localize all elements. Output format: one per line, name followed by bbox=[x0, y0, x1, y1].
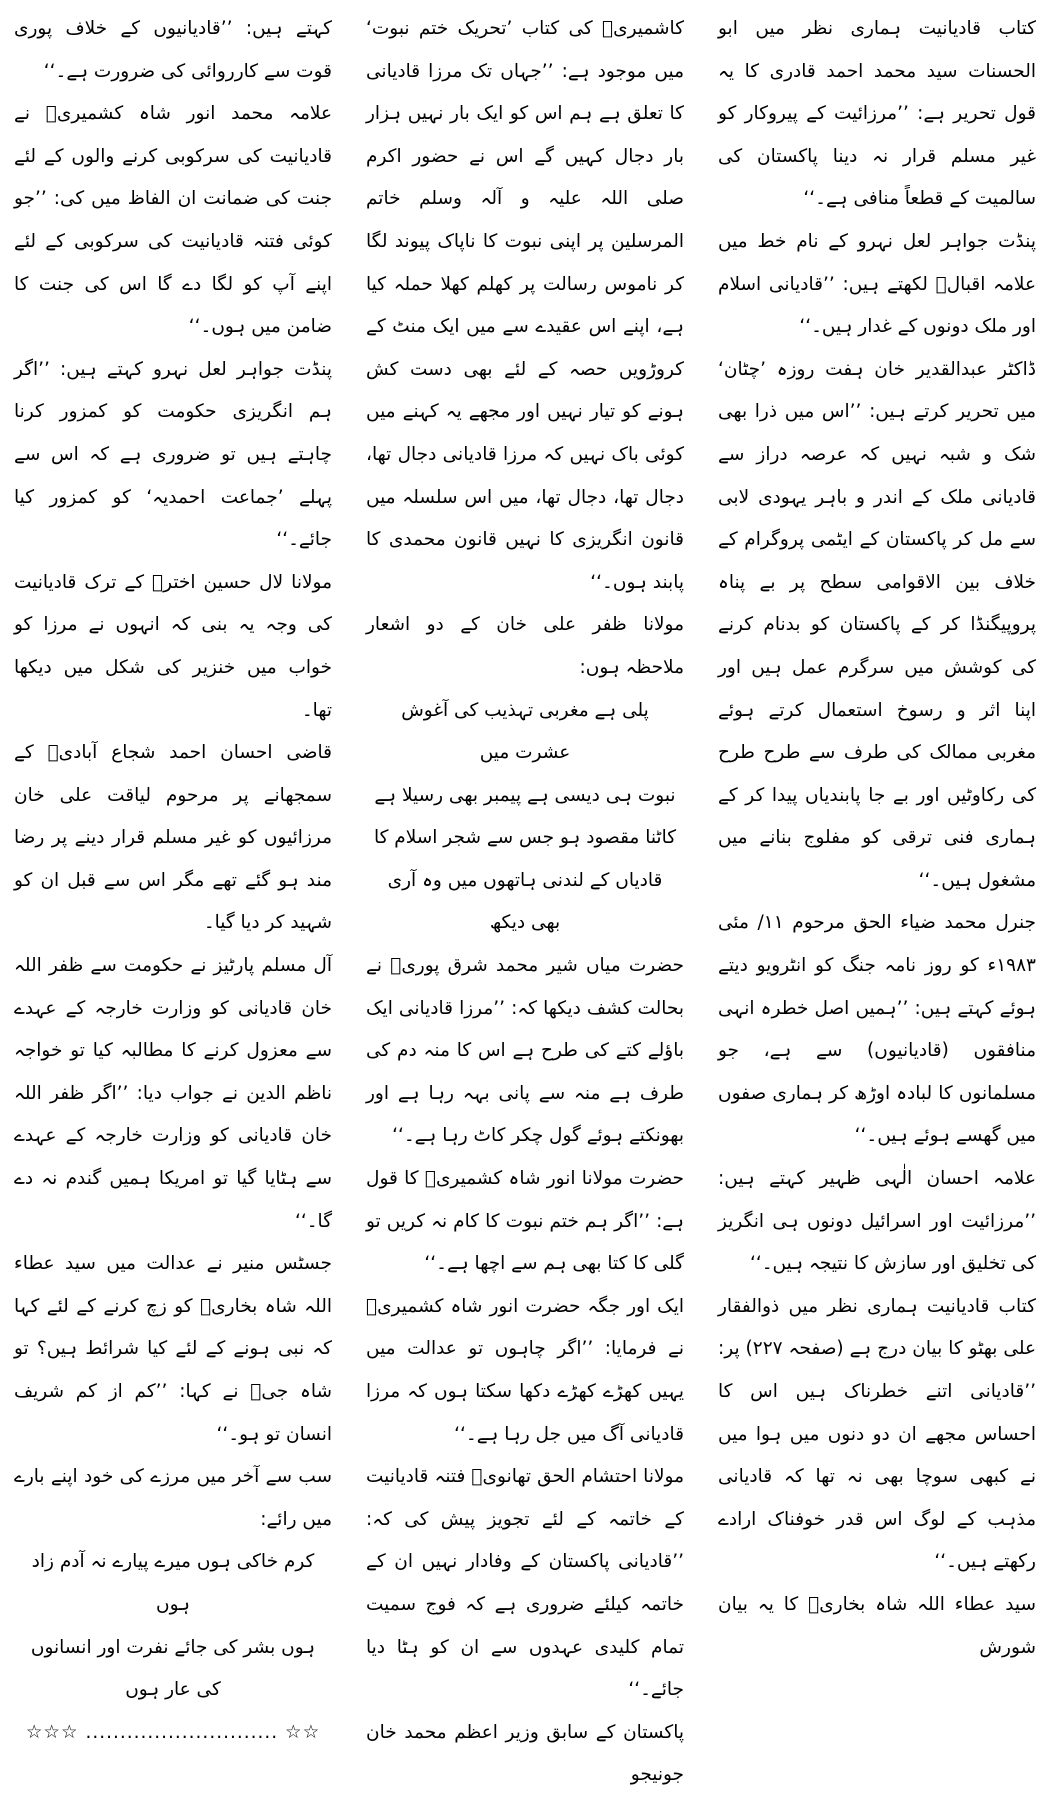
paragraph: حضرت میاں شیر محمد شرق پوریؒ نے بحالت کشف دیکھا کہ: ’’مرزا قادیانی ایک باؤلے کتے کی طرح ہے اس کا منہ دم کی طرف ہے منہ سے پانی بہہ رہا ہے اور بھونکتے ہوئے گول چکر کاٹ رہا ہے۔‘‘ bbox=[366, 955, 684, 1147]
verse-line: کاٹنا مقصود ہو جس سے شجر اسلام کا bbox=[373, 827, 677, 849]
paragraph: سید عطاء اللہ شاہ بخاریؒ کا یہ بیان شورش bbox=[718, 1593, 1036, 1658]
paragraph: کاشمیریؒ کی کتاب ’تحریک ختم نبوت‘ میں موجود ہے: ’’جہاں تک مرزا قادیانی کا تعلق ہے ہم اس کو ایک بار نہیں ہزار بار دجال کہیں گے اس نے حضور اکرم صلی اللہ علیہ و آلہ وسلم خاتم المرسلین پر اپنی نبوت کا ناپاک پیوند لگا کر ناموس رسالت پر کھلم کھلا حملہ کیا ہے، اپنے اس عقیدے سے میں ایک منٹ کے کروڑویں حصہ کے لئے بھی دست کش ہونے کو تیار نہیں اور مجھے یہ کہنے میں کوئی باک نہیں کہ مرزا قادیانی دجال تھا، دجال تھا، دجال تھا، میں اس سلسلہ میں قانون انگریزی کا نہیں قانون محمدی کا پابند ہوں۔‘‘ bbox=[366, 18, 684, 593]
paragraph: جسٹس منیر نے عدالت میں سید عطاء اللہ شاہ بخاریؒ کو زچ کرنے کے لئے کہا کہ نبی ہونے کے لئے کیا شرائط ہیں؟ تو شاہ جیؒ نے کہا: ’’کم از کم شریف انسان تو ہو۔‘‘ bbox=[14, 1253, 332, 1445]
verse-line: قادیاں کے لندنی ہاتھوں میں وہ آری بھی دیکھ bbox=[387, 869, 663, 934]
paragraph: ایک اور جگہ حضرت انور شاہ کشمیریؒ نے فرمایا: ’’اگر چاہوں تو عدالت میں یہیں کھڑے کھڑے دکھا سکتا ہوں کہ مرزا قادیانی آگ میں جل رہا ہے۔‘‘ bbox=[366, 1295, 684, 1445]
verse-line: نبوت ہی دیسی ہے پیمبر بھی رسیلا ہے bbox=[374, 784, 676, 806]
paragraph: پنڈت جواہر لعل نہرو کے نام خط میں علامہ اقبالؒ لکھتے ہیں: ’’قادیانی اسلام اور ملک دونوں کے غدار ہیں۔‘‘ bbox=[718, 230, 1036, 338]
verse-line: کرم خاکی ہوں میرے پیارے نہ آدم زاد ہوں bbox=[31, 1551, 315, 1615]
end-separator: ☆☆ ............................ ☆☆☆ bbox=[25, 1721, 321, 1743]
verse-line: ہوں بشر کی جائے نفرت اور انسانوں کی عار ہوں bbox=[30, 1636, 316, 1701]
paragraph: مولانا احتشام الحق تھانویؒ فتنہ قادیانیت کے خاتمہ کے لئے تجویز پیش کی کہ: ’’قادیانی پاکستان کے وفادار نہیں ان کے خاتمہ کیلئے ضروری ہے کہ فوج سمیت تمام کلیدی عہدوں سے ان کو ہٹا دیا جائے۔‘‘ bbox=[366, 1466, 684, 1701]
paragraph: پاکستان کے سابق وزیر اعظم محمد خان جونیجو bbox=[366, 1721, 684, 1786]
paragraph: پنڈت جواہر لعل نہرو کہتے ہیں: ’’اگر ہم انگریزی حکومت کو کمزور کرنا چاہتے ہیں تو ضروری ہے کہ اس سے پہلے ’جماعت احمدیہ‘ کو کمزور کیا جائے۔‘‘ bbox=[14, 358, 332, 551]
paragraph: جنرل محمد ضیاء الحق مرحوم ۱۱/ مئی ۱۹۸۳ء کو روز نامہ جنگ کو انٹرویو دیتے ہوئے کہتے ہیں: ’’ہمیں اصل خطرہ انہی منافقوں (قادیانیوں) سے ہے، جو مسلمانوں کا لبادہ اوڑھ کر ہماری صفوں میں گھسے ہوئے ہیں۔‘‘ bbox=[718, 912, 1036, 1147]
paragraph: مولانا ظفر علی خان کے دو اشعار ملاحظہ ہوں: bbox=[366, 614, 684, 678]
paragraph: کہتے ہیں: ’’قادیانیوں کے خلاف پوری قوت سے کارروائی کی ضرورت ہے۔‘‘ bbox=[14, 18, 332, 82]
column-middle bbox=[366, 8, 684, 1786]
paragraph: علامہ احسان الٰہی ظہیر کہتے ہیں: ’’مرزائیت اور اسرائیل دونوں ہی انگریز کی تخلیق اور سازش کا نتیجہ ہیں۔‘‘ bbox=[718, 1168, 1036, 1275]
paragraph: سب سے آخر میں مرزے کی خود اپنے بارے میں رائے: bbox=[14, 1466, 332, 1530]
paragraph: حضرت مولانا انور شاہ کشمیریؒ کا قول ہے: ’’اگر ہم ختم نبوت کا کام نہ کریں تو گلی کا کتا بھی ہم سے اچھا ہے۔‘‘ bbox=[366, 1168, 684, 1275]
column-left bbox=[14, 8, 332, 1743]
paragraph: ڈاکٹر عبدالقدیر خان ہفت روزہ ’چٹان‘ میں تحریر کرتے ہیں: ’’اس میں ذرا بھی شک و شبہ نہیں کہ عرصہ دراز سے قادیانی ملک کے اندر و باہر یہودی لابی سے مل کر پاکستان کے ایٹمی پروگرام کے خلاف بین الاقوامی سطح پر بے پناہ پروپیگنڈا کر کے پاکستان کو بدنام کرنے کی کوشش میں سرگرم عمل ہیں اور اپنا اثر و رسوخ استعمال کرتے ہوئے مغربی ممالک کی طرف سے طرح طرح کی رکاوٹیں اور بے جا پابندیاں پیدا کر کے ہماری فنی ترقی کو مفلوج بنانے میں مشغول ہیں۔‘‘ bbox=[718, 358, 1036, 891]
verse-line: پلی ہے مغربی تہذیب کی آغوش عشرت میں bbox=[401, 699, 649, 764]
paragraph: مولانا لال حسین اخترؒ کے ترک قادیانیت کی وجہ یہ بنی کہ انہوں نے مرزا کو خواب میں خنزیر کی شکل میں دیکھا تھا۔ bbox=[14, 571, 332, 721]
paragraph: علامہ محمد انور شاہ کشمیریؒ نے قادیانیت کی سرکوبی کرنے والوں کے لئے جنت کی ضمانت ان الفاظ میں کی: ’’جو کوئی فتنہ قادیانیت کی سرکوبی کے لئے اپنے آپ کو لگا دے گا اس کی جنت کا ضامن میں ہوں۔‘‘ bbox=[14, 103, 332, 338]
column-right bbox=[718, 8, 1037, 1658]
paragraph: کتاب قادیانیت ہماری نظر میں ذوالفقار علی بھٹو کا بیان درج ہے (صفحہ ۲۲۷) پر: ’’قادیانی اتنے خطرناک ہیں اس کا احساس مجھے ان دو دنوں میں ہوا میں نے کبھی سوچا بھی نہ تھا کہ قادیانی مذہب کے لوگ اس قدر خوفناک ارادے رکھتے ہیں۔‘‘ bbox=[718, 1295, 1037, 1573]
paragraph: قاضی احسان احمد شجاع آبادیؒ کے سمجھانے پر مرحوم لیاقت علی خان مرزائیوں کو غیر مسلم قرار دینے پر رضا مند ہو گئے تھے مگر اس سے قبل ان کو شہید کر دیا گیا۔ bbox=[14, 742, 332, 934]
paragraph: کتاب قادیانیت ہماری نظر میں ابو الحسنات سید محمد احمد قادری کا یہ قول تحریر ہے: ’’مرزائیت کے پیروکار کو غیر مسلم قرار نہ دینا پاکستان کی سالمیت کے قطعاً منافی ہے۔‘‘ bbox=[718, 18, 1036, 210]
paragraph: آل مسلم پارٹیز نے حکومت سے ظفر اللہ خان قادیانی کو وزارت خارجہ کے عہدے سے معزول کرنے کا مطالبہ کیا تو خواجہ ناظم الدین نے جواب دیا: ’’اگر ظفر اللہ خان قادیانی کو وزارت خارجہ کے عہدے سے ہٹایا گیا تو امریکا ہمیں گندم نہ دے گا۔‘‘ bbox=[14, 955, 332, 1232]
